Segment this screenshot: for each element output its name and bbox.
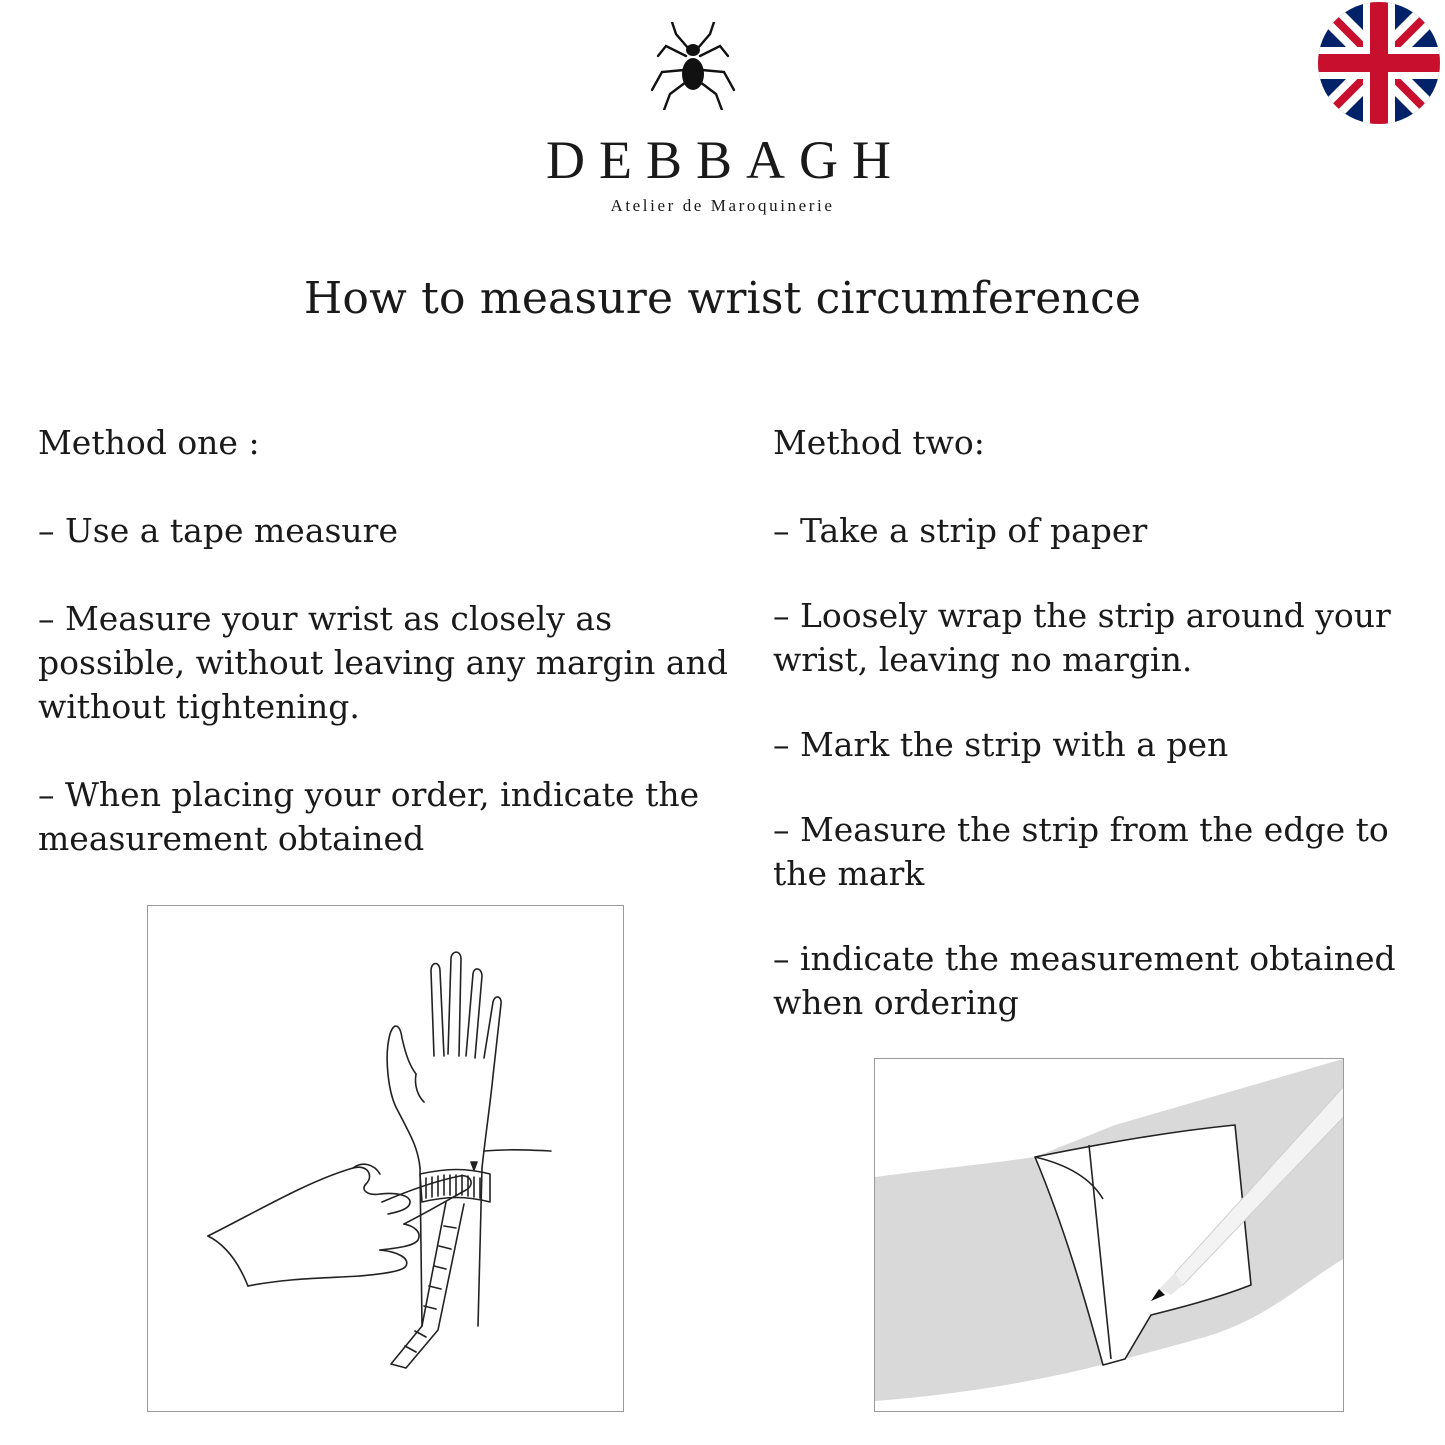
method-two-step: – Measure the strip from the edge to the mark <box>773 810 1389 893</box>
method-one-heading: Method one : <box>38 423 260 462</box>
brand-name: DEBBAGH <box>545 130 905 190</box>
method-two-step: – Mark the strip with a pen <box>773 725 1229 764</box>
method-one-step: – Use a tape measure <box>38 511 398 550</box>
method-two-step: – indicate the measurement obtained when ordering <box>773 939 1396 1022</box>
method-two-section <box>773 421 1445 1066</box>
method-two-step: – Take a strip of paper <box>773 511 1148 550</box>
spider-icon <box>648 22 738 110</box>
method-one-section <box>38 421 748 905</box>
arm-paper-strip-pen-illustration <box>874 1058 1344 1412</box>
method-two-step: – Loosely wrap the strip around your wrist, leaving no margin. <box>773 596 1391 679</box>
brand-tagline: Atelier de Maroquinerie <box>610 196 835 215</box>
page-title: How to measure wrist circumference <box>303 273 1142 324</box>
uk-flag-icon[interactable] <box>1318 2 1440 124</box>
hand-tape-measure-sketch <box>147 905 624 1412</box>
method-two-heading: Method two: <box>773 423 985 462</box>
method-one-step: – Measure your wrist as closely as possible, without leaving any margin and without tightening. <box>38 599 728 726</box>
method-one-step: – When placing your order, indicate the measurement obtained <box>38 775 700 858</box>
